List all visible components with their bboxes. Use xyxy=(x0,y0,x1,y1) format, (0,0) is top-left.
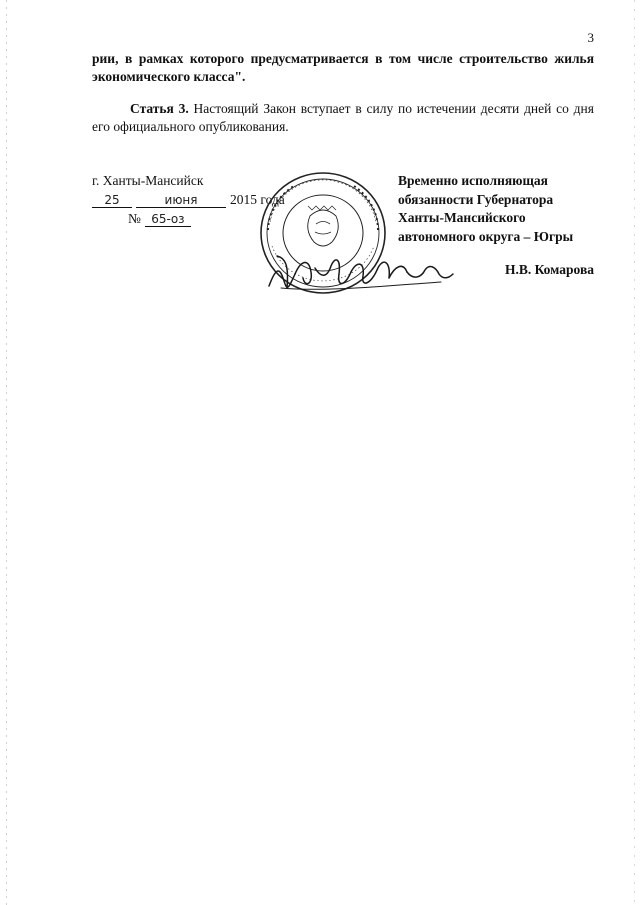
handwritten-signature xyxy=(265,248,455,296)
official-title-line: обязанности Губернатора xyxy=(398,191,554,207)
law-number: 65-оз xyxy=(145,212,191,227)
official-title-line: Временно исполняющая xyxy=(398,173,548,188)
law-number-line xyxy=(128,211,191,227)
official-title-line: Ханты-Мансийского xyxy=(398,210,526,225)
date-day: 25 xyxy=(92,193,132,208)
signer-name: Н.В. Комарова xyxy=(504,262,594,277)
official-title xyxy=(398,172,573,246)
number-label: № xyxy=(128,211,141,226)
article-label: Статья 3. xyxy=(130,101,189,116)
date-year: 2015 года xyxy=(230,192,285,207)
official-title-line: автономного округа – Югры xyxy=(398,228,574,244)
article-3-paragraph xyxy=(92,100,594,136)
date-line xyxy=(92,192,285,208)
page-number: 3 xyxy=(587,30,594,45)
date-month: июня xyxy=(136,193,226,208)
scan-edge-left xyxy=(6,0,7,905)
article-text: Настоящий Закон вступает в силу по истечении десяти дней со дня его официального опубликования. xyxy=(92,101,594,134)
city-name: г. Ханты-Мансийск xyxy=(92,173,204,188)
scan-edge-right xyxy=(634,0,635,905)
paragraph-continuation: рии, в рамках которого предусматривается в том числе строительство жилья экономического класса". xyxy=(92,51,594,84)
